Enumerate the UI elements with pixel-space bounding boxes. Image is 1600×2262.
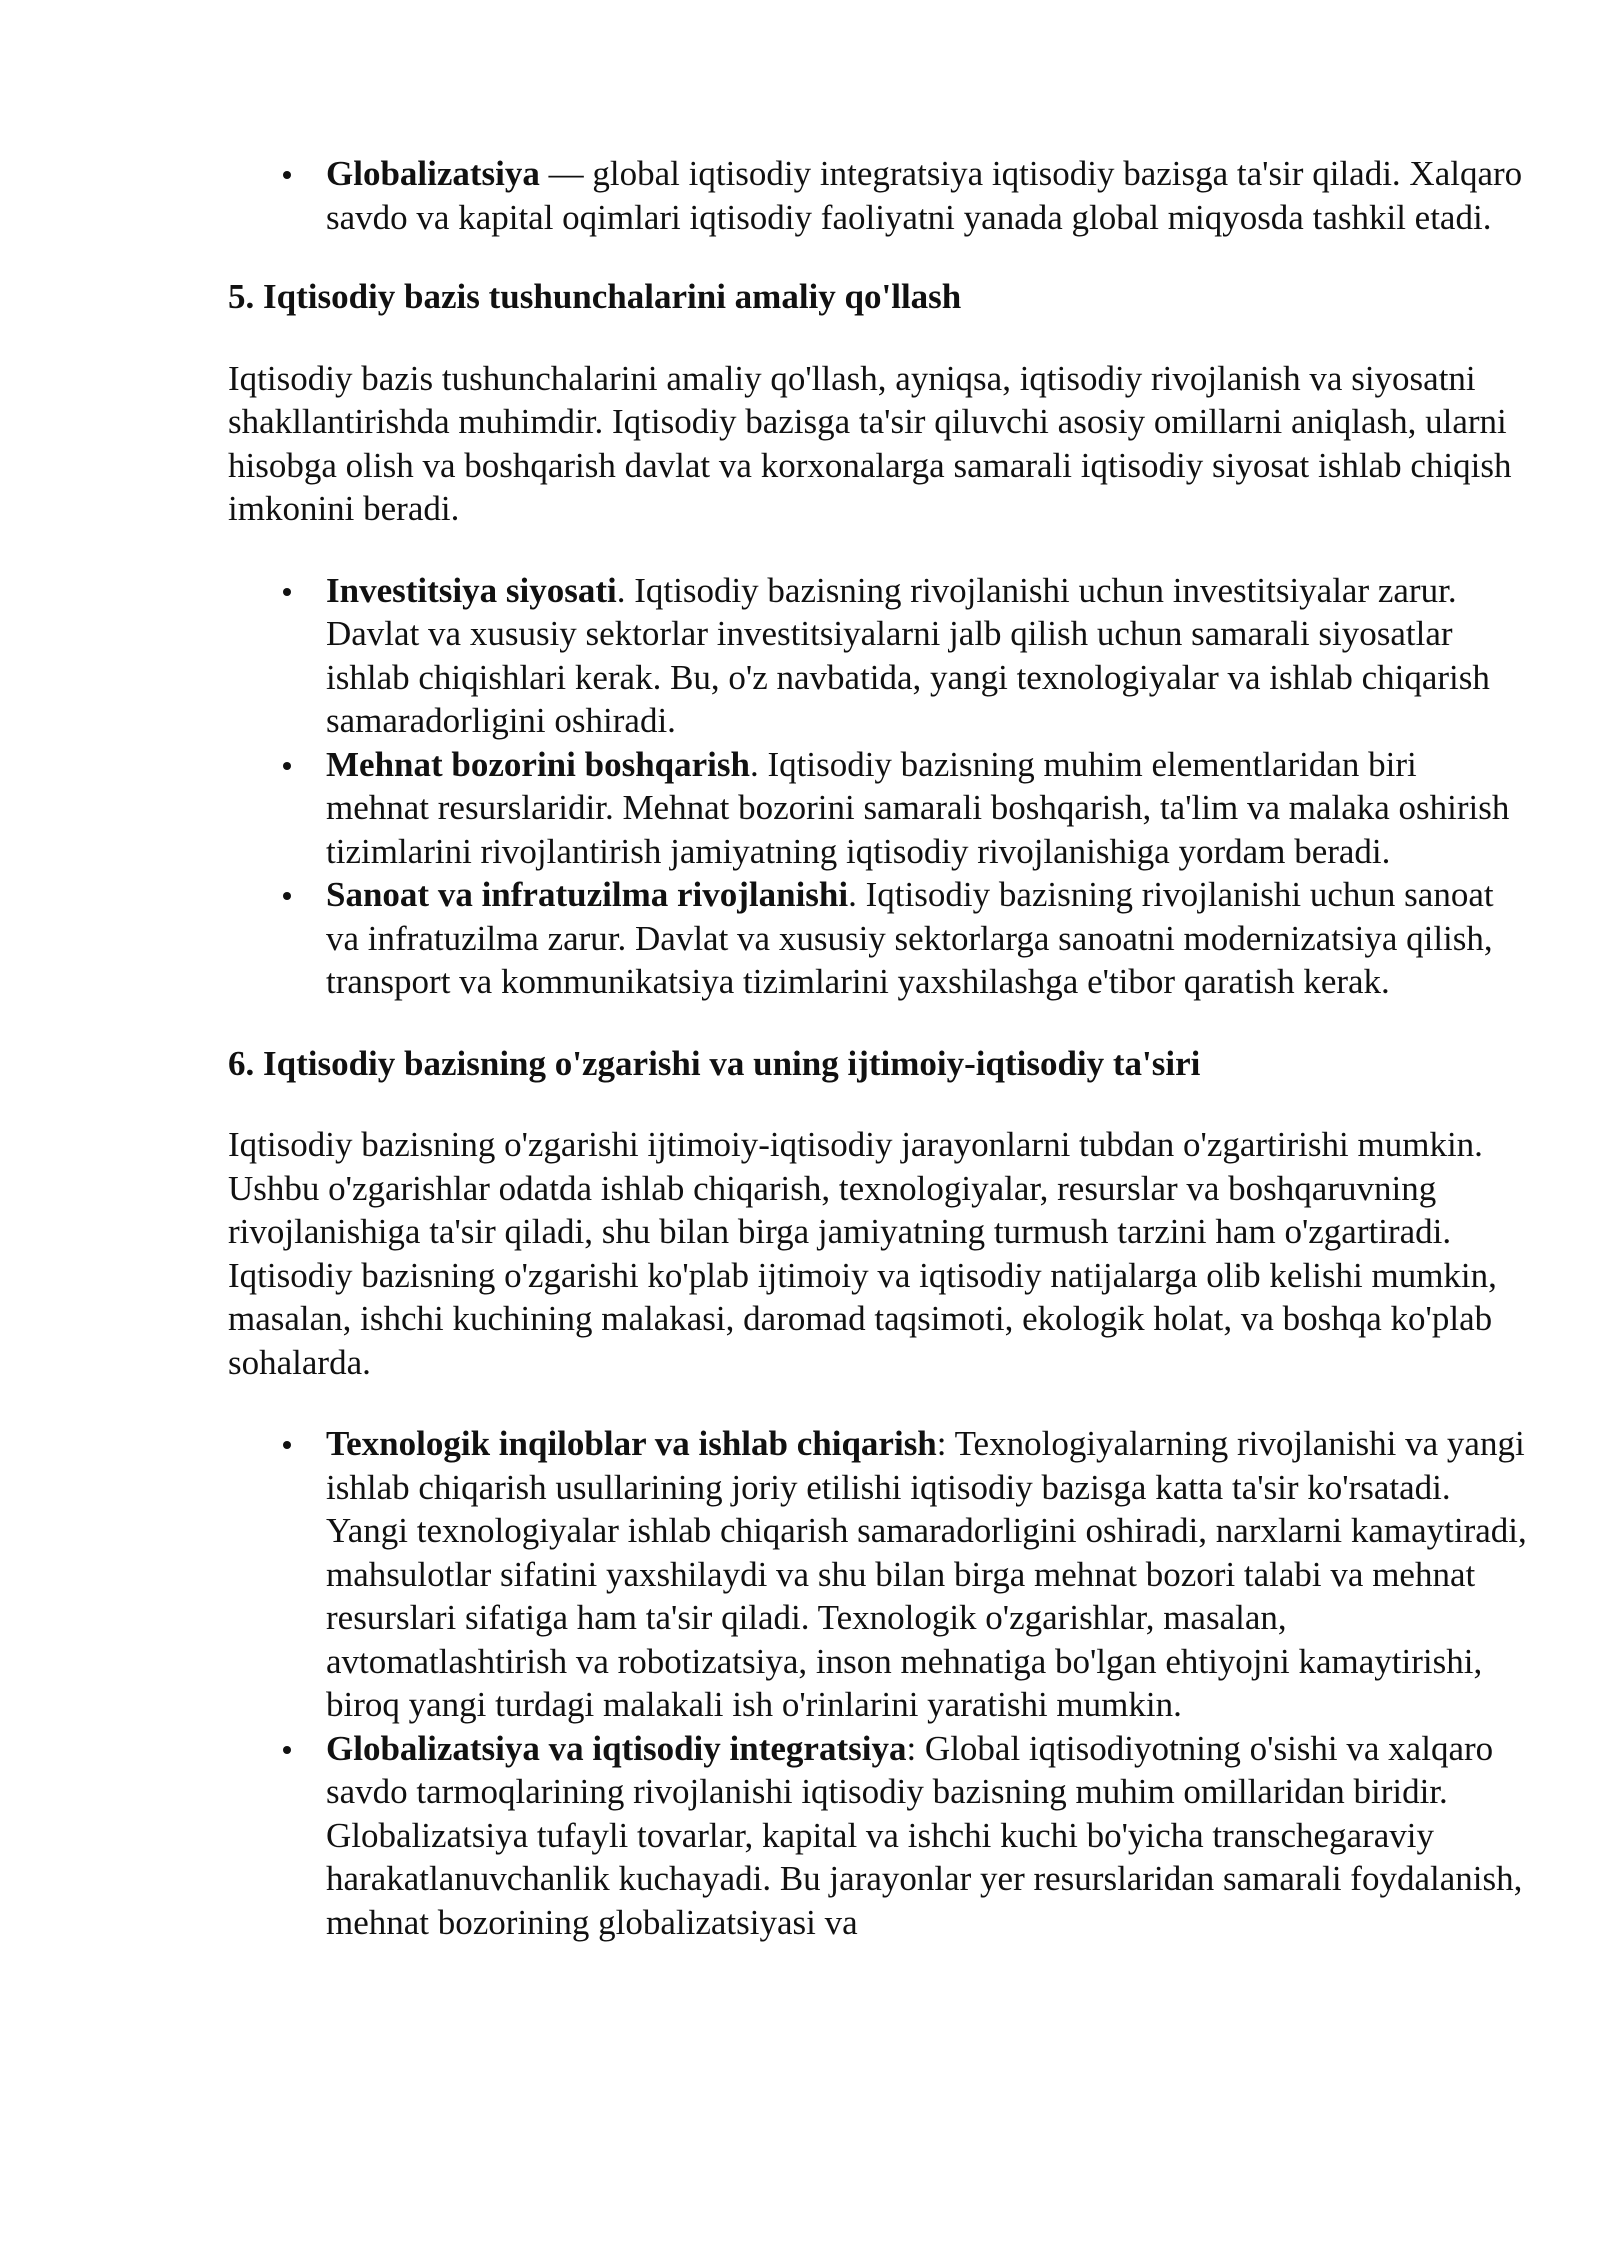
list-item-text xyxy=(326,873,1528,1004)
section-6-bullet-list xyxy=(228,1422,1528,1944)
list-item-body: : Global iqtisodiyotning o'sishi va xalqaro savdo tarmoqlarining rivojlanishi iqtisodiy bazisning muhim omillaridan biridir. Globalizatsiya tufayli tovarlar, kapital va ishchi kuchi bo'yicha transchegaraviy harakatlanuvchanlik kuchayadi. Bu jarayonlar yer resurslaridan samarali foydalanish, mehnat bozorining globalizatsiyasi va xyxy=(326,1728,1523,1942)
list-item-body: . Iqtisodiy bazisning rivojlanishi uchun investitsiyalar zarur. Davlat va xususiy sektorlar investitsiyalarni jalb qilish uchun samarali siyosatlar ishlab chiqishlari kerak. Bu, o'z navbatida, yangi texnologiyalar va ishlab chiqarish samaradorligini oshiradi. xyxy=(326,570,1490,740)
list-item xyxy=(228,873,1528,1004)
list-item xyxy=(228,1727,1528,1945)
list-item-body: . Iqtisodiy bazisning muhim elementlaridan biri mehnat resurslaridir. Mehnat bozorini samarali boshqarish, ta'lim va malaka oshirish tizimlarini rivojlantirish jamiyatning iqtisodiy rivojlanishiga yordam beradi. xyxy=(326,744,1510,871)
list-item xyxy=(228,743,1528,874)
list-item-text xyxy=(326,1727,1528,1945)
section-6-heading: 6. Iqtisodiy bazisning o'zgarishi va uning ijtimoiy-iqtisodiy ta'siri xyxy=(228,1043,1201,1083)
list-item-body: — global iqtisodiy integratsiya iqtisodiy bazisga ta'sir qiladi. Xalqaro savdo va kapital oqimlari iqtisodiy faoliyatni yanada global miqyosda tashkil etadi. xyxy=(326,154,1523,237)
list-item-term: Mehnat bozorini boshqarish xyxy=(326,744,750,784)
intro-bullet-list xyxy=(228,152,1528,239)
list-item-text xyxy=(326,152,1528,239)
section-5-bullet-list xyxy=(228,569,1528,1004)
list-item-text xyxy=(326,569,1528,743)
section-6-paragraph: Iqtisodiy bazisning o'zgarishi ijtimoiy-iqtisodiy jarayonlarni tubdan o'zgartirishi mumkin. Ushbu o'zgarishlar odatda ishlab chiqarish, texnologiyalar, resurslar va boshqaruvning rivojlanishiga ta'sir qiladi, shu bilan birga jamiyatning turmush tarzini ham o'zgartiradi. Iqtisodiy bazisning o'zgarishi ko'plab ijtimoiy va iqtisodiy natijalarga olib kelishi mumkin, masalan, ishchi kuchining malakasi, daromad taqsimoti, ekologik holat, va boshqa ko'plab sohalarda. xyxy=(228,1125,1497,1382)
section-5-heading: 5. Iqtisodiy bazis tushunchalarini amaliy qo'llash xyxy=(228,277,962,316)
list-item-term: Globalizatsiya va iqtisodiy integratsiya xyxy=(326,1728,907,1768)
section-5-paragraph: Iqtisodiy bazis tushunchalarini amaliy qo'llash, ayniqsa, iqtisodiy rivojlanish va siyosatni shakllantirishda muhimdir. Iqtisodiy bazisga ta'sir qiluvchi asosiy omillarni aniqlash, ularni hisobga olish va boshqarish davlat va korxonalarga samarali iqtisodiy siyosat ishlab chiqish imkonini beradi. xyxy=(228,358,1512,528)
document-page xyxy=(228,150,1528,1944)
list-item-body: : Texnologiyalarning rivojlanishi va yangi ishlab chiqarish usullarining joriy etilishi iqtisodiy bazisga katta ta'sir ko'rsatadi. Yangi texnologiyalar ishlab chiqarish samaradorligini oshiradi, narxlarni kamaytiradi, mahsulotlar sifatini yaxshilaydi va shu bilan birga mehnat bozori talabi va mehnat resurslari sifatiga ham ta'sir qiladi. Texnologik o'zgarishlar, masalan, avtomatlashtirish va robotizatsiya, inson mehnatiga bo'lgan ehtiyojni kamaytirishi, biroq yangi turdagi malakali ish o'rinlarini yaratishi mumkin. xyxy=(326,1424,1527,1724)
list-item-term: Investitsiya siyosati xyxy=(326,570,617,610)
list-item-text xyxy=(326,743,1528,874)
list-item xyxy=(228,569,1528,743)
list-item xyxy=(228,152,1528,239)
list-item-body: . Iqtisodiy bazisning rivojlanishi uchun sanoat va infratuzilma zarur. Davlat va xususiy sektorlarga sanoatni modernizatsiya qilish, transport va kommunikatsiya tizimlarini yaxshilashga e'tibor qaratish kerak. xyxy=(326,875,1494,1001)
list-item-term: Texnologik inqiloblar va ishlab chiqarish xyxy=(326,1424,937,1463)
list-item-text xyxy=(326,1422,1528,1727)
list-item xyxy=(228,1422,1528,1727)
list-item-term: Globalizatsiya xyxy=(326,154,540,193)
list-item-term: Sanoat va infratuzilma rivojlanishi xyxy=(326,875,849,914)
